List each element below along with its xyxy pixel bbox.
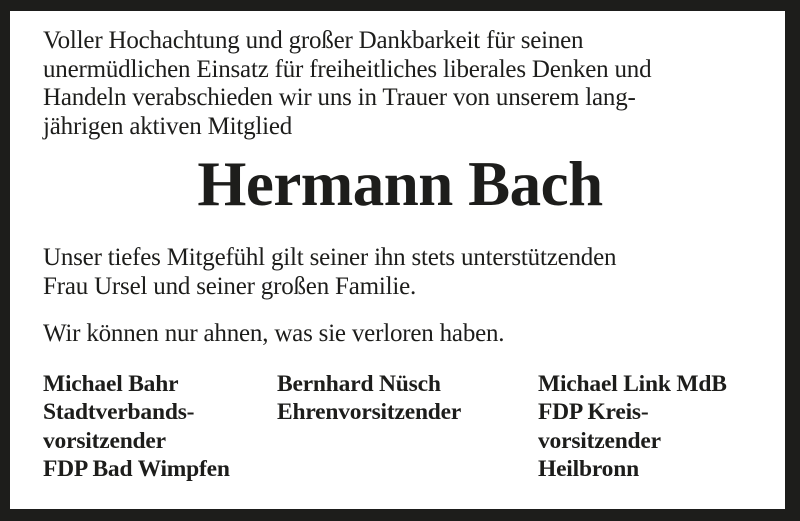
signatory-role-line: Heilbronn <box>538 456 639 482</box>
signatory-column-2 <box>277 370 461 427</box>
condolence-paragraph <box>43 244 757 301</box>
signatory-column-1 <box>43 370 230 484</box>
intro-line: unermüdlichen Einsatz für freiheitliches liberales Denken und <box>43 55 652 83</box>
obituary-card <box>10 11 785 509</box>
condolence-line: Frau Ursel und seiner großen Familie. <box>43 272 417 300</box>
signatory-name: Bernhard Nüsch <box>277 370 441 397</box>
signatory-name: Michael Bahr <box>43 370 179 397</box>
reflection-line: Wir können nur ahnen, was sie verloren haben. <box>43 320 505 347</box>
signatory-name: Michael Link MdB <box>538 370 727 397</box>
signatory-role-line: Ehrenvorsitzender <box>277 399 462 425</box>
condolence-line: Unser tiefes Mitgefühl gilt seiner ihn stets unterstützenden <box>43 244 617 271</box>
intro-line: Voller Hochachtung und großer Dankbarkeit für seinen <box>43 27 584 54</box>
intro-line: jährigen aktiven Mitglied <box>43 112 293 140</box>
signature-block <box>43 370 757 490</box>
signatory-role-line: vorsitzender <box>538 427 661 454</box>
signatory-role-line: Stadtverbands- <box>43 399 195 425</box>
signatory-role-line: FDP Bad Wimpfen <box>43 456 230 482</box>
signatory-role-line: vorsitzender <box>43 427 166 454</box>
reflection-paragraph <box>43 320 757 349</box>
intro-line: Handeln verabschieden wir uns in Trauer von unserem lang- <box>43 84 636 111</box>
deceased-name-title: Hermann Bach <box>197 149 603 219</box>
signatory-column-3 <box>538 370 727 484</box>
intro-paragraph <box>43 27 757 141</box>
signatory-role-line: FDP Kreis- <box>538 399 649 425</box>
obituary-content <box>10 11 785 490</box>
